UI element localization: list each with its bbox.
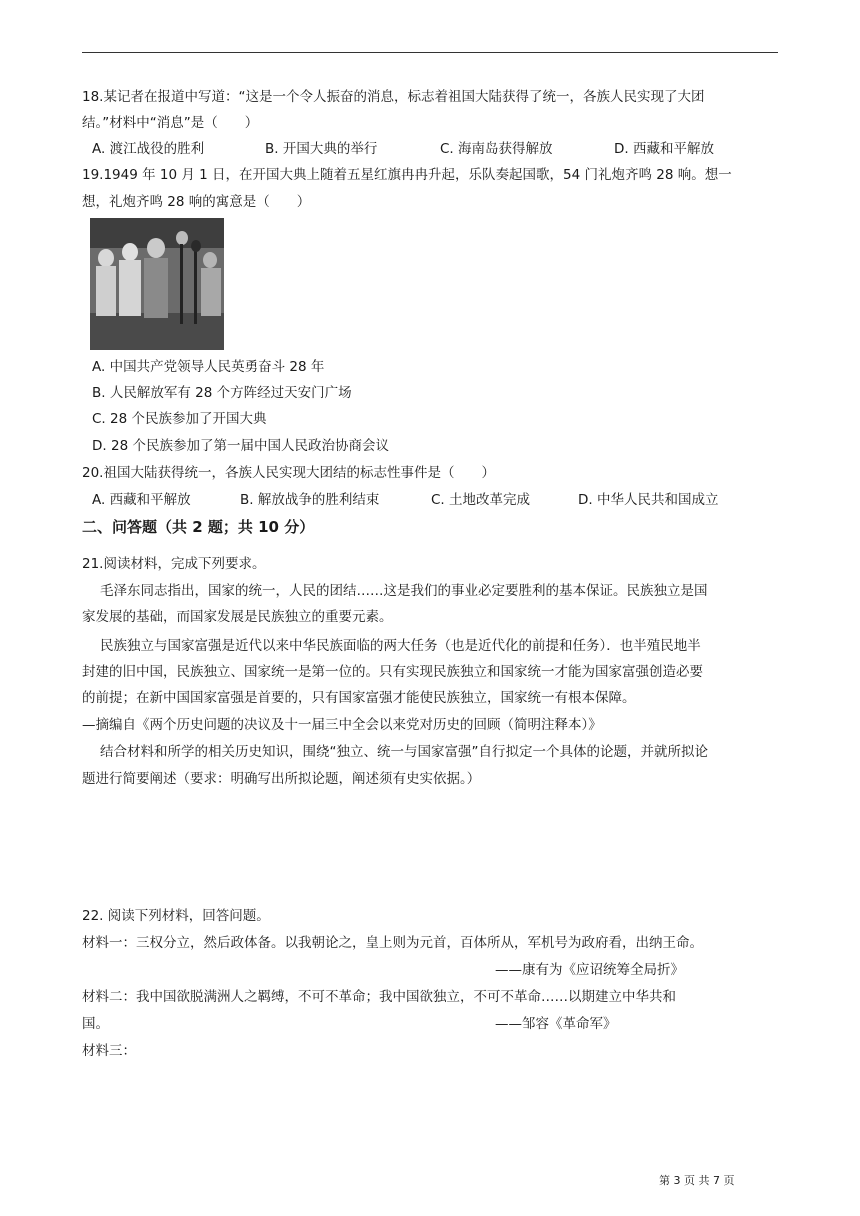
q22-material1: 材料一：三权分立，然后政体备。以我朝论之，皇上则为元首，百体所从，军机号为政府看，出纳王命。	[82, 935, 703, 951]
q19-option-a: A. 中国共产党领导人民英勇奋斗 28 年	[92, 359, 325, 375]
q20-stem: 20.祖国大陆获得统一，各族人民实现大团结的标志性事件是（ ）	[82, 465, 495, 481]
q22-material1-source: ——康有为《应诏统筹全局折》	[495, 962, 684, 978]
q18-option-a: A. 渡江战役的胜利	[92, 141, 205, 157]
q18-stem-line2: 结。”材料中“消息”是（ ）	[82, 115, 259, 131]
q21-para1-line1: 毛泽东同志指出，国家的统一，人民的团结……这是我们的事业必定要胜利的基本保证。民族独立是国	[100, 583, 708, 599]
q21-para1-line2: 家发展的基础，而国家发展是民族独立的重要元素。	[82, 609, 393, 625]
q20-option-d: D. 中华人民共和国成立	[578, 492, 719, 508]
q19-stem-line2: 想，礼炮齐鸣 28 响的寓意是（ ）	[82, 194, 311, 210]
q21-para2-line2: 封建的旧中国，民族独立、国家统一是第一位的。只有实现民族独立和国家统一才能为国家富强创造必要	[82, 664, 703, 680]
q19-option-d: D. 28 个民族参加了第一届中国人民政治协商会议	[92, 438, 389, 454]
q19-option-b: B. 人民解放军有 28 个方阵经过天安门广场	[92, 385, 352, 401]
section2-heading: 二、问答题（共 2 题；共 10 分）	[82, 518, 315, 536]
q19-stem-line1: 19.1949 年 10 月 1 日，在开国大典上随着五星红旗冉冉升起，乐队奏起国歌，54 门礼炮齐鸣 28 响。想一	[82, 167, 732, 183]
q22-material3-label: 材料三：	[82, 1043, 136, 1059]
q22-intro: 22. 阅读下列材料，回答问题。	[82, 908, 270, 924]
q20-option-a: A. 西藏和平解放	[92, 492, 191, 508]
q21-para2-line1: 民族独立与国家富强是近代以来中华民族面临的两大任务（也是近代化的前提和任务）．也半殖民地半	[100, 638, 701, 654]
q20-option-c: C. 土地改革完成	[431, 492, 531, 508]
q21-para2-line3: 的前提；在新中国国家富强是首要的，只有国家富强才能使民族独立，国家统一有根本保障。	[82, 690, 636, 706]
q20-option-b: B. 解放战争的胜利结束	[240, 492, 380, 508]
founding-ceremony-photo	[90, 218, 224, 350]
q18-stem-line1: 18.某记者在报道中写道：“这是一个令人振奋的消息，标志着祖国大陆获得了统一，各族人民实现了大团	[82, 89, 705, 105]
header-rule	[82, 52, 778, 53]
q21-intro: 21.阅读材料，完成下列要求。	[82, 556, 266, 572]
q19-option-c: C. 28 个民族参加了开国大典	[92, 411, 267, 427]
q21-task-line2: 题进行简要阐述（要求：明确写出所拟论题，阐述须有史实依据。）	[82, 771, 481, 787]
q22-material2-line1: 材料二：我中国欲脱满洲人之羁缚，不可不革命；我中国欲独立，不可不革命……以期建立中华共和	[82, 989, 676, 1005]
q21-task-line1: 结合材料和所学的相关历史知识，围绕“独立、统一与国家富强”自行拟定一个具体的论题，并就所拟论	[100, 744, 708, 760]
q18-option-b: B. 开国大典的举行	[265, 141, 378, 157]
page-number: 第 3 页 共 7 页	[659, 1174, 735, 1187]
q18-option-c: C. 海南岛获得解放	[440, 141, 553, 157]
q22-material2-line2: 国。	[82, 1016, 109, 1032]
q22-material2-source: ——邹容《革命军》	[495, 1016, 617, 1032]
q21-source: —摘编自《两个历史问题的决议及十一届三中全会以来党对历史的回顾（简明注释本）》	[82, 717, 602, 733]
q18-option-d: D. 西藏和平解放	[614, 141, 714, 157]
